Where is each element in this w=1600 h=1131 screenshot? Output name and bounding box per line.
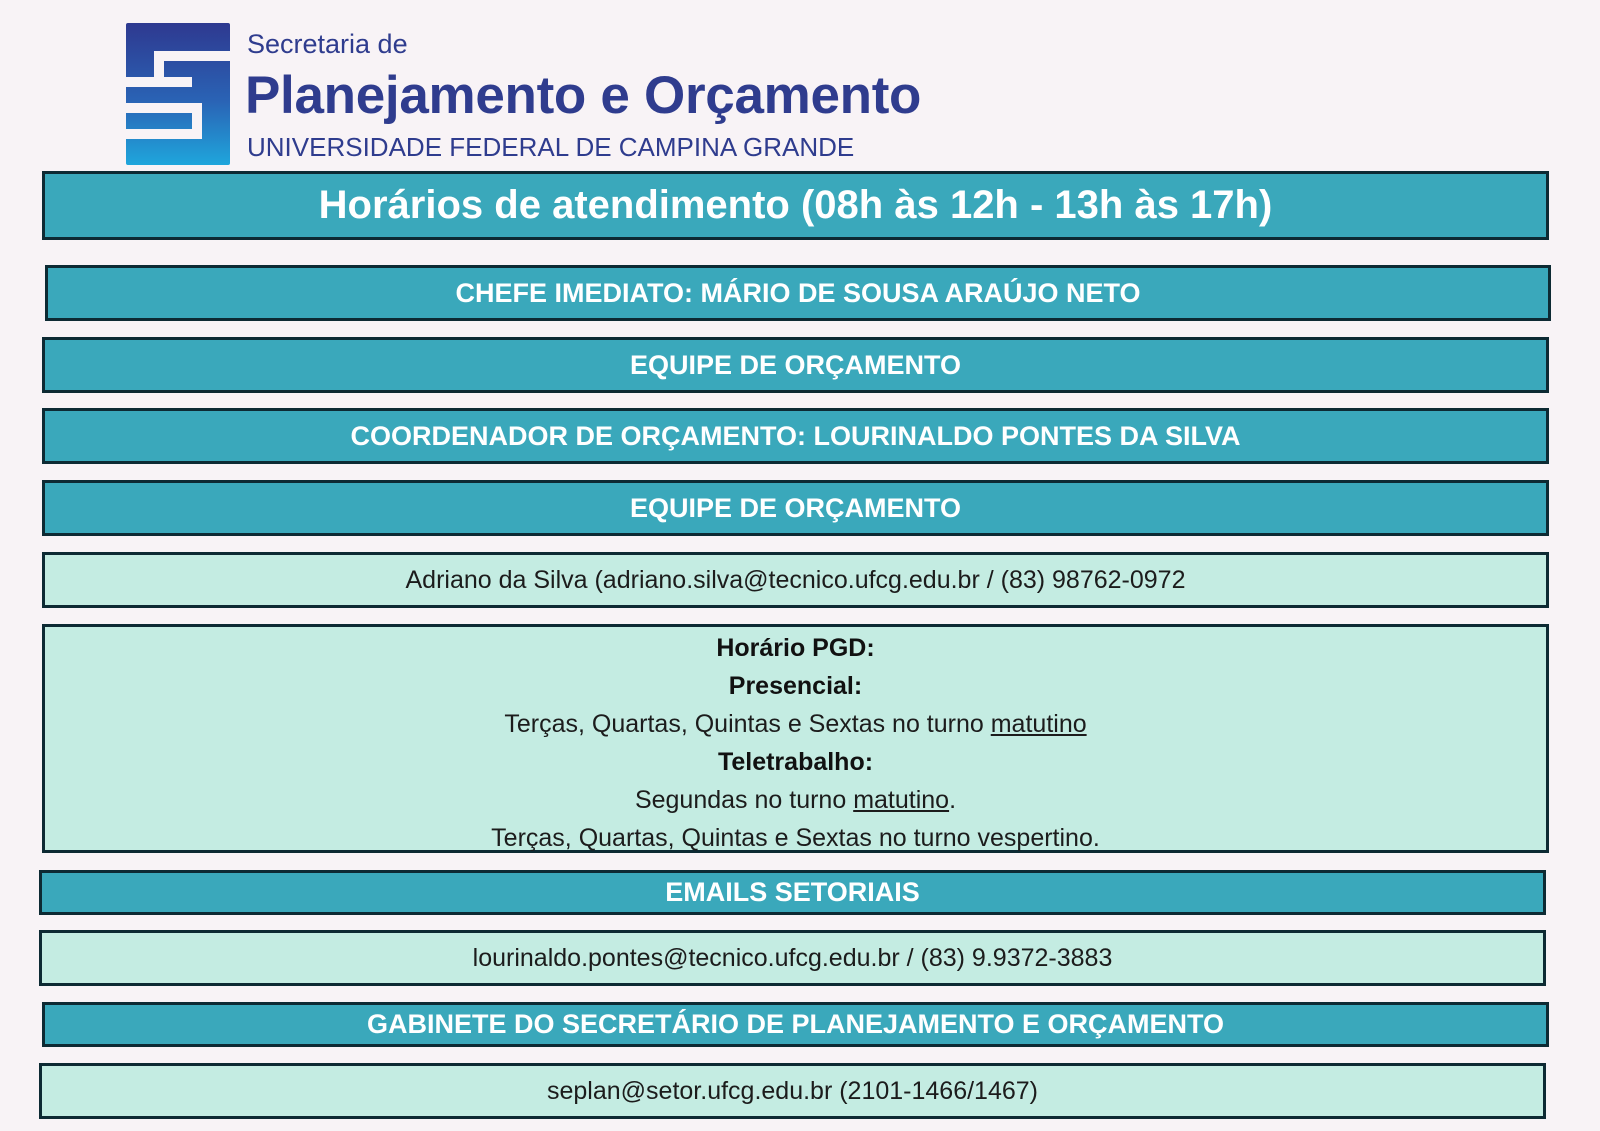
- equipe-heading-2-text: EQUIPE DE ORÇAMENTO: [629, 492, 962, 523]
- gabinete-heading-text: GABINETE DO SECRETÁRIO DE PLANEJAMENTO E ORÇAMENTO: [366, 1009, 1225, 1039]
- gabinete-contact-text: seplan@setor.ufcg.edu.br (2101-1466/1467): [547, 1076, 1038, 1105]
- presencial-label: Presencial:: [728, 672, 863, 700]
- tele-line1-text: Segundas no turno: [634, 786, 854, 814]
- teletrabalho-line-2: Terças, Quartas, Quintas e Sextas no turno vespertino.: [491, 824, 1100, 852]
- tele-line1-underlined: matutino: [853, 786, 950, 814]
- member-contact-row: [42, 552, 1549, 608]
- presencial-text: Terças, Quartas, Quintas e Sextas no turno: [504, 710, 991, 738]
- equipe-heading-1: [42, 337, 1549, 393]
- teletrabalho-label: Teletrabalho:: [717, 748, 874, 776]
- tele-line1-end: .: [949, 786, 957, 814]
- logo-subtitle: Secretaria de: [247, 29, 408, 59]
- presencial-line: [504, 705, 1086, 743]
- pgd-title: Horário PGD:: [716, 634, 875, 662]
- equipe-heading-1-text: EQUIPE DE ORÇAMENTO: [629, 349, 962, 380]
- member-contact-text: Adriano da Silva (adriano.silva@tecnico.ufcg.edu.br / (83) 98762-0972: [405, 565, 1186, 594]
- presencial-underlined: matutino: [990, 710, 1087, 738]
- gabinete-heading: [42, 1002, 1549, 1047]
- gabinete-contact-row: [39, 1063, 1546, 1119]
- seplan-logo-icon: [126, 23, 230, 165]
- chefe-imediato-text: CHEFE IMEDIATO: MÁRIO DE SOUSA ARAÚJO NETO: [455, 277, 1141, 308]
- coordenador-text: COORDENADOR DE ORÇAMENTO: LOURINALDO PONTES DA SILVA: [350, 420, 1241, 451]
- emails-heading-text: EMAILS SETORIAIS: [665, 877, 920, 907]
- teletrabalho-line-1: [635, 781, 956, 819]
- chefe-imediato-bar: [45, 265, 1551, 321]
- equipe-heading-2: [42, 480, 1549, 536]
- logo-title: Planejamento e Orçamento: [245, 66, 922, 125]
- emails-contact-text: lourinaldo.pontes@tecnico.ufcg.edu.br / (83) 9.9372-3883: [472, 943, 1113, 972]
- coordenador-bar: [42, 408, 1549, 464]
- hours-banner-text: Horários de atendimento (08h às 12h - 13h às 17h): [318, 183, 1273, 227]
- logo-university: UNIVERSIDADE FEDERAL DE CAMPINA GRANDE: [247, 132, 855, 162]
- hours-banner: [42, 171, 1549, 240]
- pgd-schedule-box: [42, 624, 1549, 853]
- emails-contact-row: [39, 930, 1546, 986]
- emails-heading: [39, 870, 1546, 915]
